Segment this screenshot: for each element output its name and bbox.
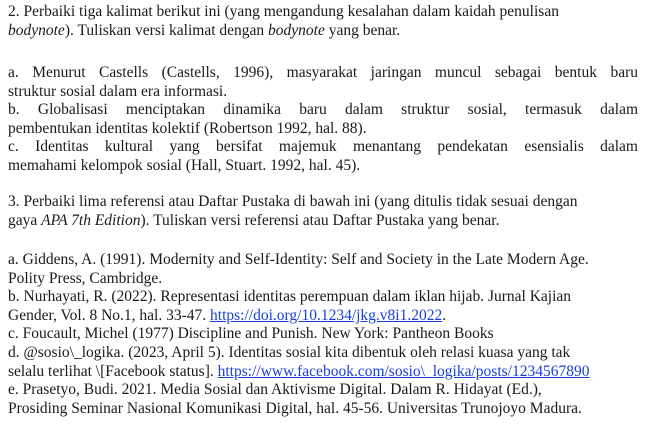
q2-items xyxy=(8,64,638,176)
q3-ref-b-line2-text: Gender, Vol. 8 No.1, hal. 33-47. xyxy=(8,306,211,324)
q3-ref-d-line2 xyxy=(8,363,638,382)
q3-ref-b-line1: b. Nurhayati, R. (2022). Representasi identitas perempuan dalam iklan hijab. Jurnal Kajian xyxy=(8,288,572,306)
q2-heading-line1: 2. Perbaiki tiga kalimat berikut ini (yang mengandung kesalahan dalam kaidah penulisan xyxy=(8,3,559,20)
q3-ref-e-line2: Prosiding Seminar Nasional Komunikasi Digital, hal. 45-56. Universitas Trunojoyo Madura. xyxy=(8,399,582,417)
q3-ref-b-line2 xyxy=(8,307,638,326)
facebook-link[interactable]: https://www.facebook.com/sosio\_logika/posts/1234567890 xyxy=(217,362,590,380)
q3-italic-apa: APA 7th Edition xyxy=(41,211,141,229)
q2-heading-line2-post: yang benar. xyxy=(324,21,401,39)
q2-italic-bodynote-2: bodynote xyxy=(268,21,325,39)
q2-heading-line2-mid: ). Tuliskan versi kalimat dengan xyxy=(64,21,269,39)
q2-heading xyxy=(8,3,638,40)
q2-item-b-line1: b. Globalisasi menciptakan dinamika baru dalam struktur sosial, termasuk dalam xyxy=(8,101,638,119)
q2-item-b-line2: pembentukan identitas kolektif (Robertson 1992, hal. 88). xyxy=(8,119,367,137)
q2-item-c-line1: c. Identitas kultural yang bersifat majemuk menantang pendekatan esensialis dalam xyxy=(8,138,638,156)
q3-ref-d-line2-text: selalu terlihat \[Facebook status]. xyxy=(8,362,218,380)
q3-heading-line2 xyxy=(8,212,638,231)
q3-ref-c-line1: c. Foucault, Michel (1977) Discipline and Punish. New York: Pantheon Books xyxy=(8,325,494,343)
q3-ref-d-line1: d. @sosio\_logika. (2023, April 5). Identitas sosial kita dibentuk oleh relasi kuasa yang tak xyxy=(8,343,571,361)
q3-ref-e-line1: e. Prasetyo, Budi. 2021. Media Sosial dan Aktivisme Digital. Dalam R. Hidayat (Ed.), xyxy=(8,381,542,399)
q3-ref-b-line2-period: . xyxy=(442,306,447,324)
q2-item-a-line2: struktur sosial dalam era informasi. xyxy=(8,82,228,100)
q3-ref-a-line2: Polity Press, Cambridge. xyxy=(8,269,163,287)
q2-heading-line2 xyxy=(8,22,638,41)
q2-item-a-line1: a. Menurut Castells (Castells, 1996), masyarakat jaringan muncul sebagai bentuk baru xyxy=(8,64,638,81)
doi-link[interactable]: https://doi.org/10.1234/jkg.v8i1.2022 xyxy=(210,306,443,324)
q2-item-c-line2: memahami kelompok sosial (Hall, Stuart. 1992, hal. 45). xyxy=(8,156,361,174)
q3-heading-line1: 3. Perbaiki lima referensi atau Daftar Pustaka di bawah ini (yang ditulis tidak sesuai dengan xyxy=(8,193,578,210)
q3-ref-a-line1: a. Giddens, A. (1991). Modernity and Self-Identity: Self and Society in the Late Modern Age. xyxy=(8,251,589,268)
q3-heading-line2-pre: gaya xyxy=(8,211,42,229)
q3-heading-line2-post: ). Tuliskan versi referensi atau Daftar Pustaka yang benar. xyxy=(140,211,500,229)
q3-references xyxy=(8,251,638,418)
q3-heading xyxy=(8,193,638,230)
q2-italic-bodynote-1: bodynote xyxy=(8,21,65,39)
